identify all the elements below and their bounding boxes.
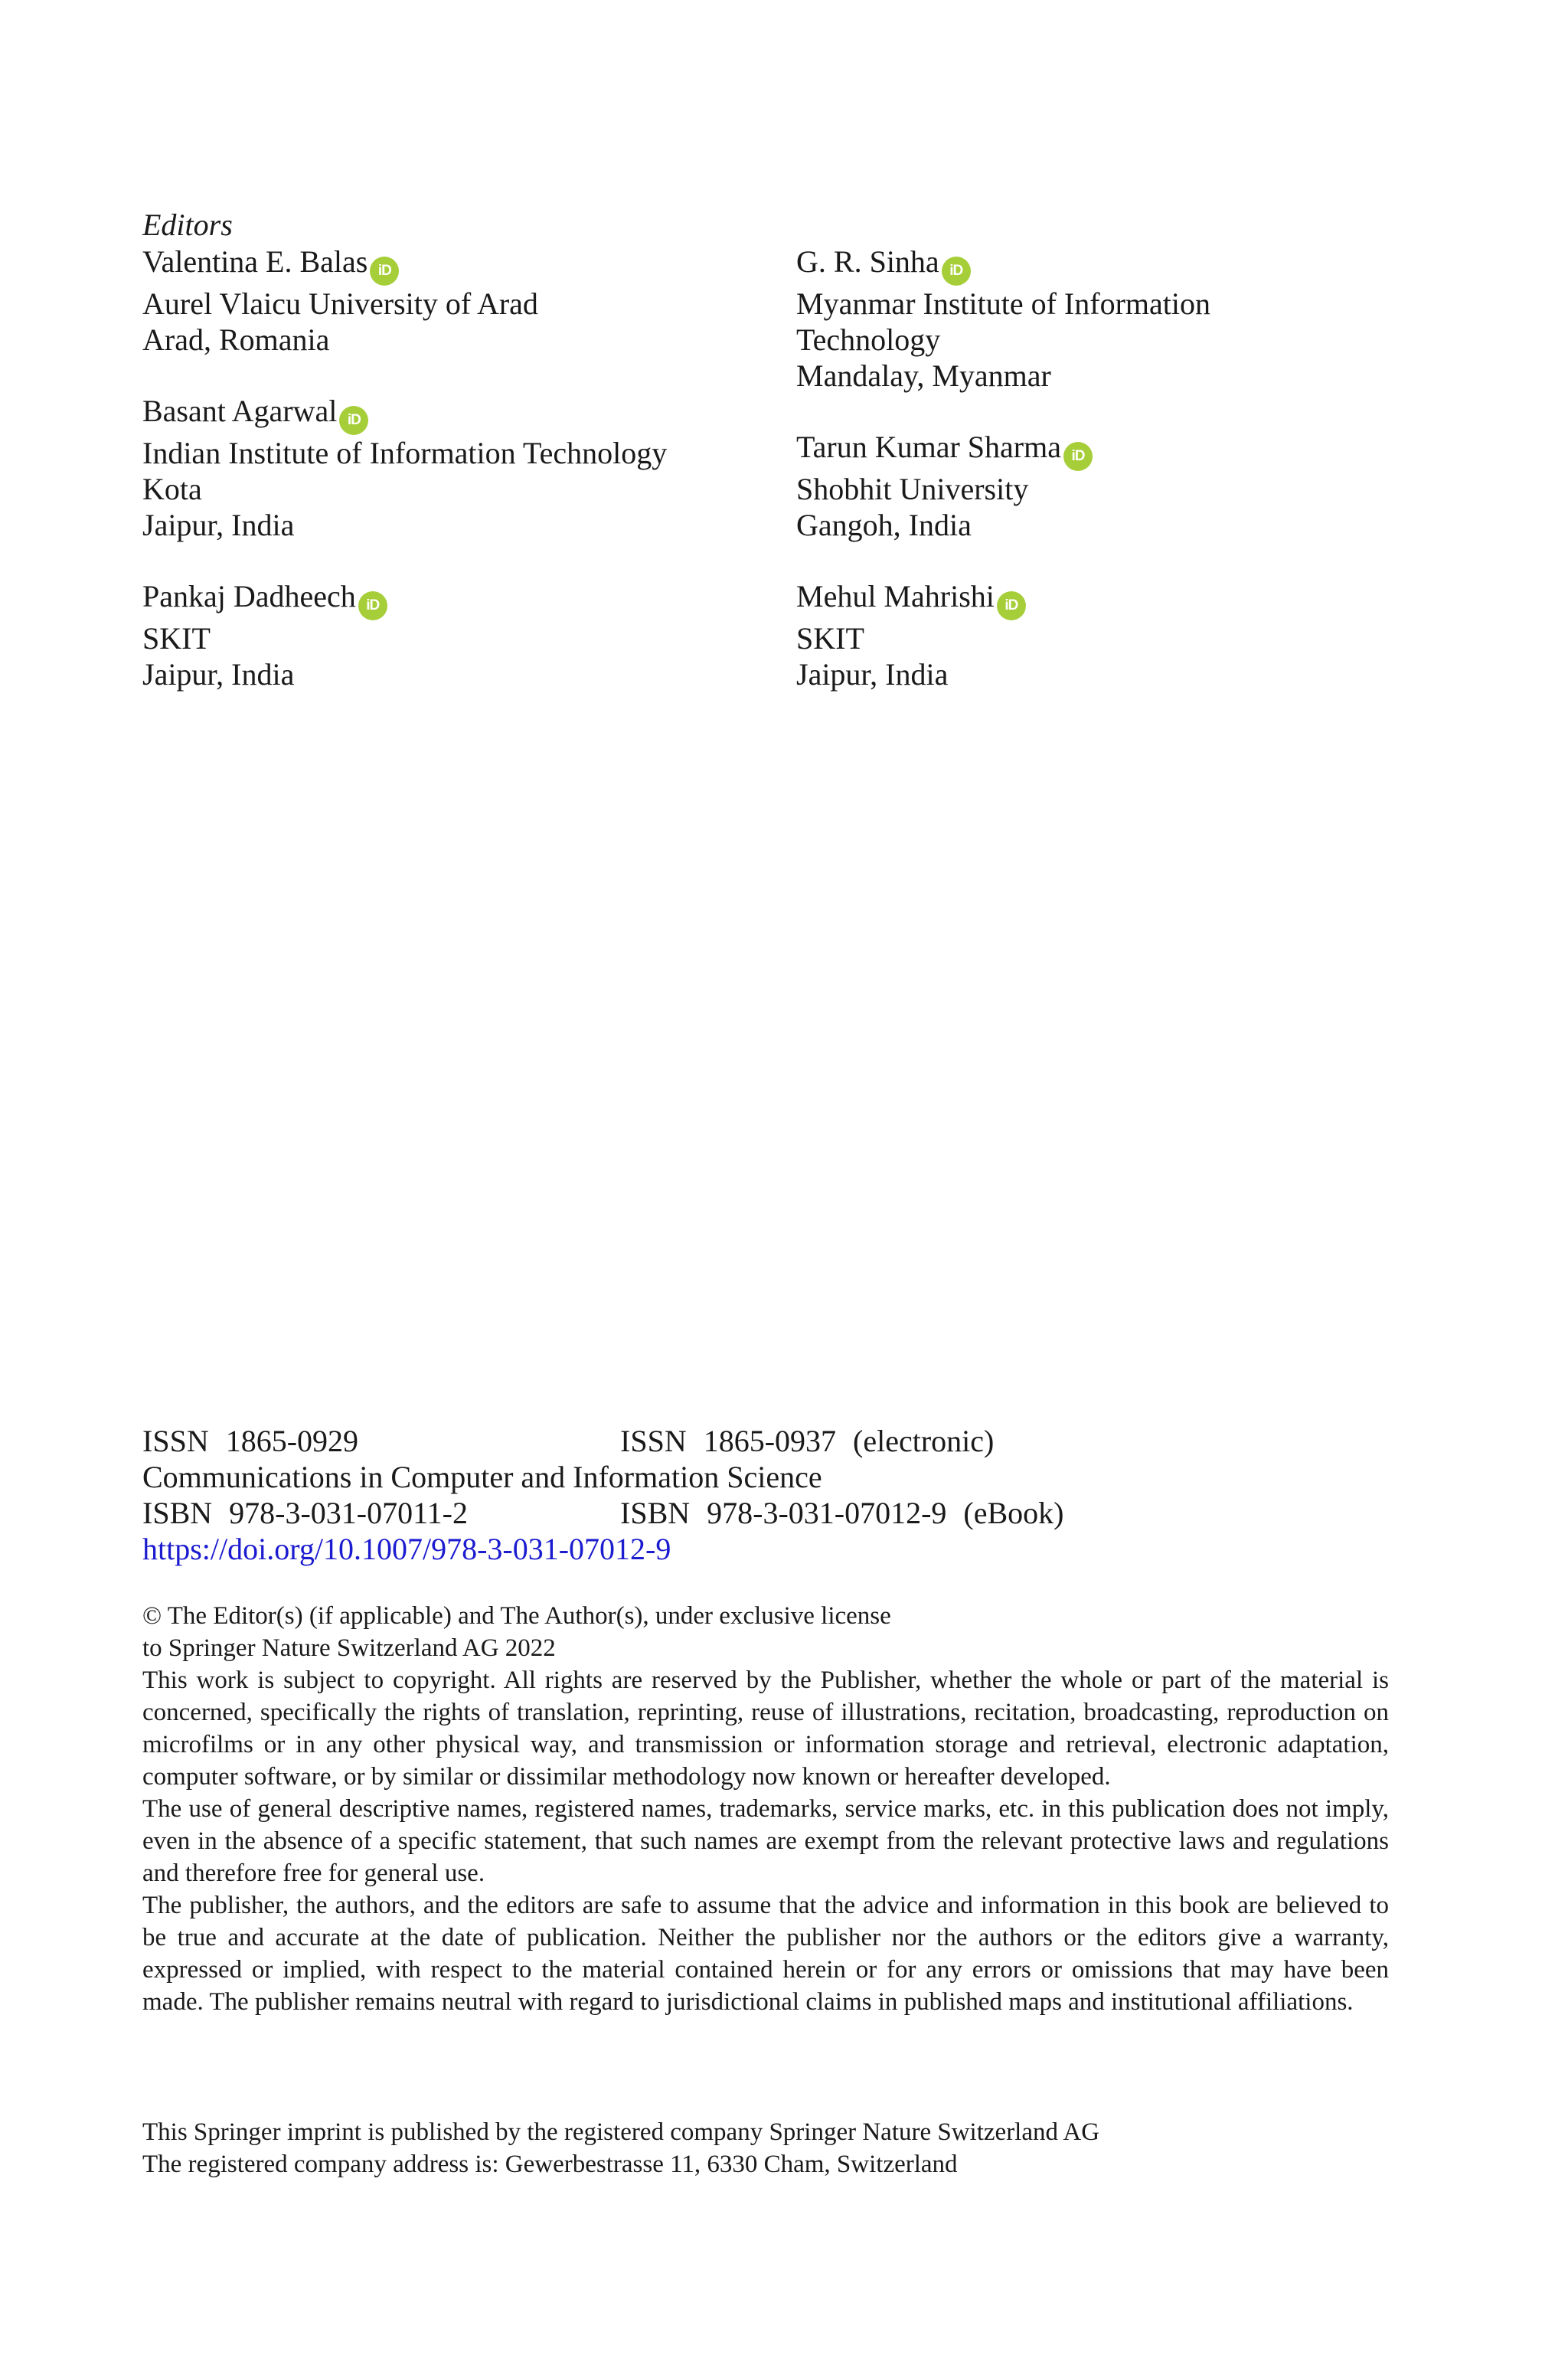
orcid-icon[interactable]: iD xyxy=(339,406,368,435)
issn-label: ISSN xyxy=(620,1424,687,1458)
editor-location: Arad, Romania xyxy=(142,322,330,357)
doi-link[interactable]: https://doi.org/10.1007/978-3-031-07012-9 xyxy=(142,1532,671,1566)
isbn-label: ISBN xyxy=(620,1496,691,1530)
issn-electronic-suffix: (electronic) xyxy=(853,1424,995,1458)
editor-location: Jaipur, India xyxy=(142,508,295,542)
editor-location: Jaipur, India xyxy=(142,657,295,692)
editor-name: Mehul Mahrishi xyxy=(796,579,995,613)
series-title: Communications in Computer and Information Science xyxy=(142,1460,822,1494)
orcid-icon[interactable]: iD xyxy=(942,257,971,286)
editor-entry xyxy=(142,578,786,692)
publisher-disclaimer-paragraph: The publisher, the authors, and the editors are safe to assume that the advice and information in this book are believed to be true and accurate at the date of publication. Neither the publisher nor the authors or the editors give a warranty, expressed or implied, with respect to the material contained herein or for any errors or omissions that may have been made. The publisher remains neutral with regard to jurisdictional claims in published maps and institutional affiliations. xyxy=(142,1892,1389,2016)
editor-affiliation: SKIT xyxy=(796,621,864,656)
names-paragraph: The use of general descriptive names, registered names, trademarks, service marks, etc. in this publication does not imply, even in the absence of a specific statement, that such names are exempt from the relevant protective laws and regulations and therefore free for general use. xyxy=(142,1795,1389,1887)
isbn-print-value: 978-3-031-07011-2 xyxy=(229,1496,468,1530)
imprint-line: This Springer imprint is published by the registered company Springer Nature Switzerland AG xyxy=(142,2118,1100,2146)
editor-affiliation-cont: Technology xyxy=(796,322,941,357)
editor-entry xyxy=(796,244,1439,394)
editors-column-right xyxy=(796,244,1439,728)
imprint-address-line: The registered company address is: Gewerbestrasse 11, 6330 Cham, Switzerland xyxy=(142,2151,958,2178)
editor-location: Gangoh, India xyxy=(796,508,972,542)
editor-name-line xyxy=(796,429,1439,471)
issn-print xyxy=(142,1423,358,1459)
issn-label: ISSN xyxy=(142,1424,209,1458)
editor-name-line xyxy=(142,393,786,435)
editor-name: Pankaj Dadheech xyxy=(142,579,356,613)
editor-name-line xyxy=(796,244,1439,286)
editor-name: Valentina E. Balas xyxy=(142,244,368,279)
issn-print-value: 1865-0929 xyxy=(225,1424,359,1458)
editors-column-left xyxy=(142,244,786,728)
imprint-notice xyxy=(142,2116,1099,2180)
editor-affiliation: Shobhit University xyxy=(796,472,1029,506)
editors-heading: Editors xyxy=(142,208,233,242)
editor-entry xyxy=(796,578,1439,692)
orcid-icon[interactable]: iD xyxy=(358,591,387,620)
orcid-icon[interactable]: iD xyxy=(1063,442,1093,471)
issn-electronic-value: 1865-0937 xyxy=(703,1424,837,1458)
copyright-holder-line: to Springer Nature Switzerland AG 2022 xyxy=(142,1634,556,1662)
orcid-icon[interactable]: iD xyxy=(997,591,1026,620)
isbn-ebook-suffix: (eBook) xyxy=(963,1496,1064,1530)
isbn-ebook xyxy=(620,1495,1064,1531)
editor-affiliation: Indian Institute of Information Technology xyxy=(142,436,668,470)
isbn-ebook-value: 978-3-031-07012-9 xyxy=(707,1496,947,1530)
editor-location: Mandalay, Myanmar xyxy=(796,358,1051,393)
isbn-print xyxy=(142,1495,468,1531)
editor-entry xyxy=(796,429,1439,543)
editor-name: G. R. Sinha xyxy=(796,244,939,279)
editor-name-line xyxy=(142,244,786,286)
editor-name-line xyxy=(142,578,786,620)
editor-entry xyxy=(142,244,786,358)
editor-affiliation: Aurel Vlaicu University of Arad xyxy=(142,286,538,321)
editor-affiliation-campus: Kota xyxy=(142,472,202,506)
editor-name: Tarun Kumar Sharma xyxy=(796,430,1061,464)
issn-electronic xyxy=(620,1423,994,1459)
editor-name: Basant Agarwal xyxy=(142,394,338,428)
editor-location: Jaipur, India xyxy=(796,657,949,692)
orcid-icon[interactable]: iD xyxy=(370,257,399,286)
legal-notice xyxy=(142,1600,1389,2018)
editor-name-line xyxy=(796,578,1439,620)
editor-entry xyxy=(142,393,786,543)
editor-affiliation: SKIT xyxy=(142,621,211,656)
editor-affiliation: Myanmar Institute of Information xyxy=(796,286,1210,321)
rights-paragraph: This work is subject to copyright. All rights are reserved by the Publisher, whether the whole or part of the material is concerned, specifically the rights of translation, reprinting, reuse of illustrations, recitation, broadcasting, reproduction on microfilms or in any other physical way, and transmission or information storage and retrieval, electronic adaptation, computer software, or by similar or dissimilar methodology now known or hereafter developed. xyxy=(142,1667,1389,1791)
isbn-label: ISBN xyxy=(142,1496,213,1530)
copyright-line: © The Editor(s) (if applicable) and The Author(s), under exclusive license xyxy=(142,1602,891,1630)
